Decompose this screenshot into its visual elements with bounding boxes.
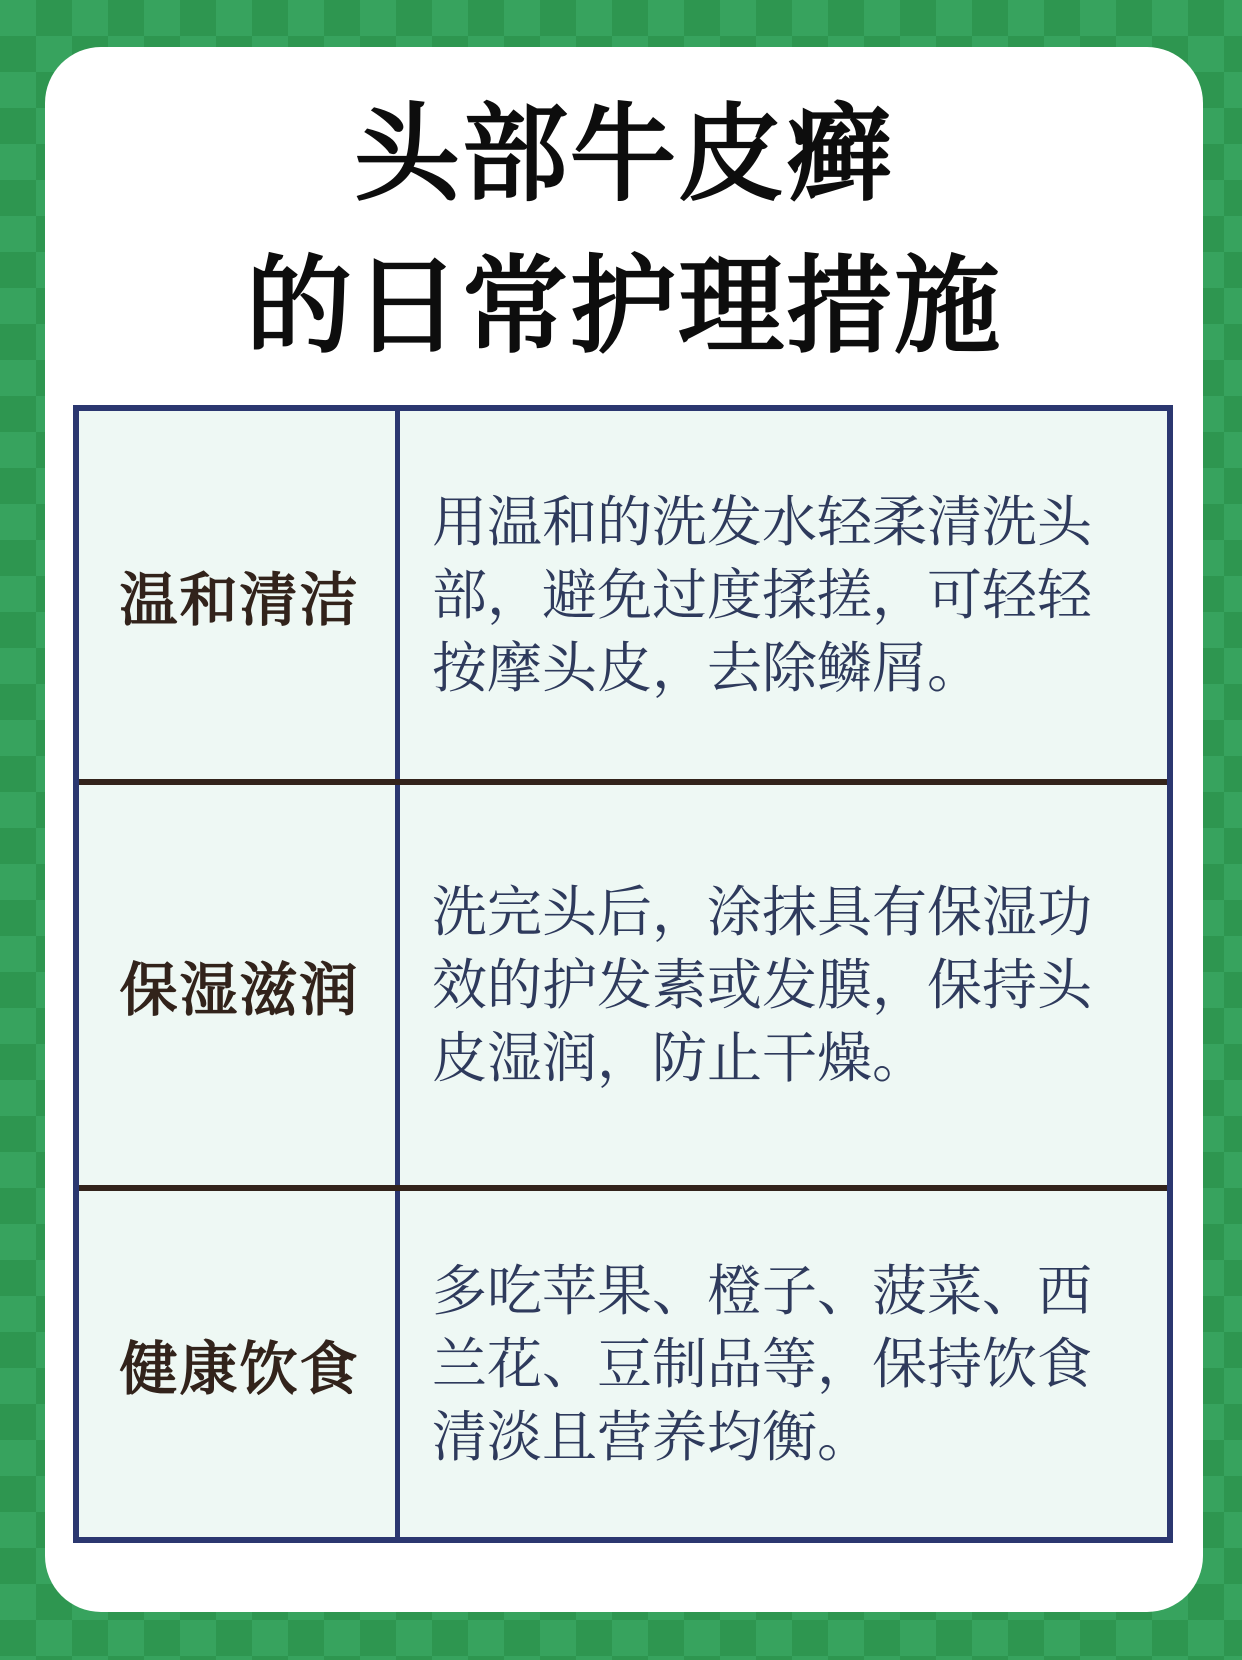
row-text-content: 洗完头后，涂抹具有保湿功效的护发素或发膜，保持头皮湿润，防止干燥。 (432, 880, 1093, 1089)
row-text-content: 用温和的洗发水轻柔清洗头部，避免过度揉搓，可轻轻按摩头皮，去除鳞屑。 (432, 490, 1093, 699)
poster-title (45, 79, 1203, 383)
content-card (45, 47, 1203, 1612)
care-measures-table (73, 405, 1173, 1543)
row-text-gentle-cleansing (400, 411, 1167, 779)
poster-title-line1: 头部牛皮癣 (354, 96, 894, 214)
row-label-moisturizing: 保湿滋润 (119, 958, 360, 1023)
row-divider (79, 1185, 1167, 1191)
table-row (79, 785, 1167, 1185)
row-text-content: 多吃苹果、橙子、菠菜、西兰花、豆制品等，保持饮食清淡且营养均衡。 (432, 1259, 1093, 1468)
row-text-moisturizing (400, 785, 1167, 1185)
table-row (79, 411, 1167, 779)
table-row (79, 1191, 1167, 1537)
poster-title-line2: 的日常护理措施 (246, 248, 1002, 366)
row-divider (79, 779, 1167, 785)
row-text-healthy-diet (400, 1191, 1167, 1537)
column-divider (395, 411, 400, 1537)
row-label-gentle-cleansing: 温和清洁 (119, 568, 360, 633)
row-label-healthy-diet: 健康饮食 (119, 1337, 360, 1402)
